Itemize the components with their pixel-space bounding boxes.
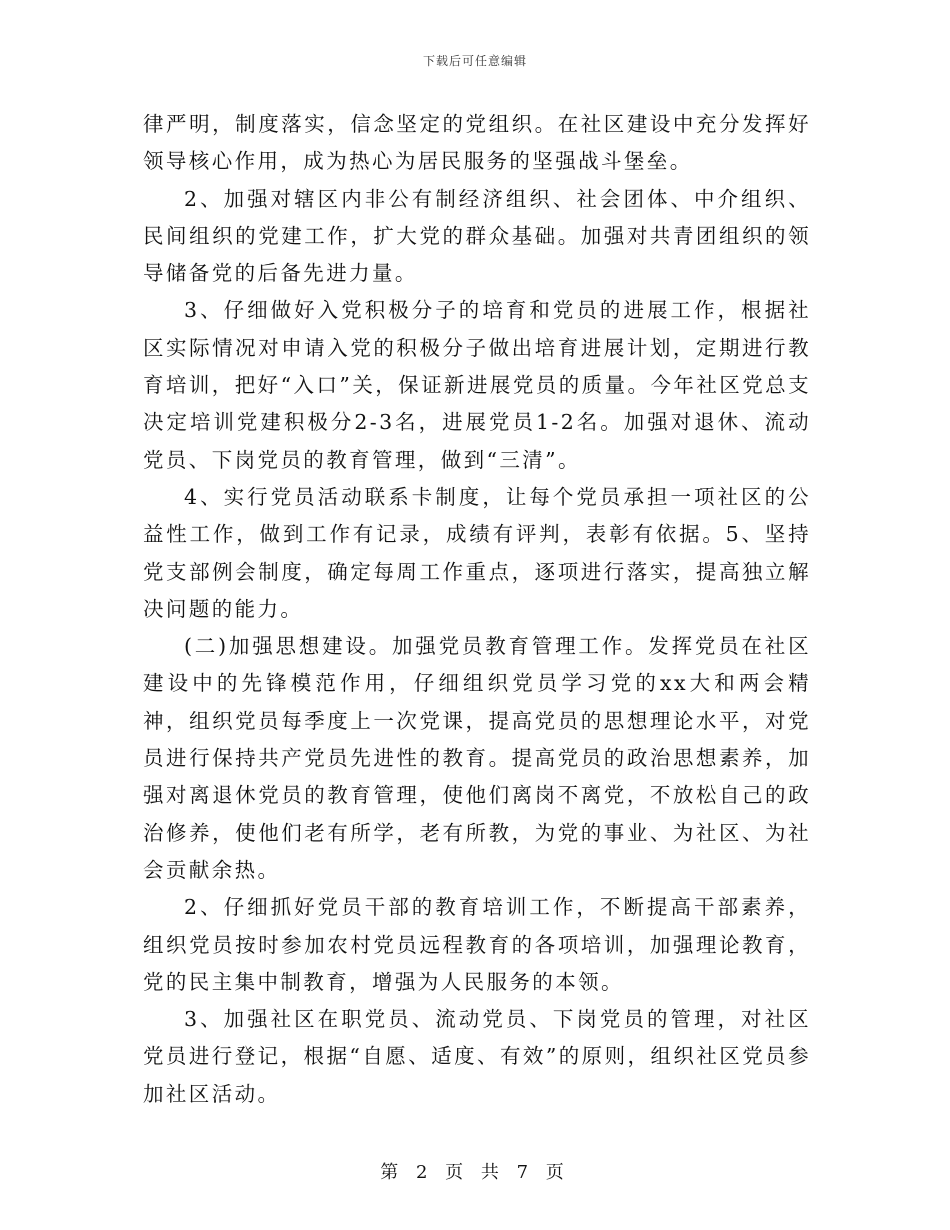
page-footer: 第 2 页 共 7 页 [380,1162,570,1183]
paragraph-3: 3、仔细做好入党积极分子的培育和党员的进展工作，根据社区实际情况对申请入党的积极分子做出培育进展计划，定期进行教育培训，把好“入口”关，保证新进展党员的质量。今年社区党总支决定培训党建积极分2-3名，进展党员1-2名。加强对退休、流动党员、下岗党员的教育管理，做到“三清”。 [143,298,811,472]
paragraph-4: 4、实行党员活动联系卡制度，让每个党员承担一项社区的公益性工作，做到工作有记录，成绩有评判，表彰有依据。5、坚持党支部例会制度，确定每周工作重点，逐项进行落实，提高独立解决问题的能力。 [143,484,811,621]
paragraph-6: 2、仔细抓好党员干部的教育培训工作，不断提高干部素养，组织党员按时参加农村党员远程教育的各项培训，加强理论教育，党的民主集中制教育，增强为人民服务的本领。 [143,895,811,994]
paragraph-7: 3、加强社区在职党员、流动党员、下岗党员的管理，对社区党员进行登记，根据“自愿、适度、有效”的原则，组织社区党员参加社区活动。 [143,1007,811,1106]
document-body [143,106,811,1113]
page-header: 下载后可任意编辑 [422,54,527,68]
paragraph-1: 律严明，制度落实，信念坚定的党组织。在社区建设中充分发挥好领导核心作用，成为热心为居民服务的坚强战斗堡垒。 [143,112,811,174]
paragraph-2: 2、加强对辖区内非公有制经济组织、社会团体、中介组织、民间组织的党建工作，扩大党的群众基础。加强对共青团组织的领导储备党的后备先进力量。 [143,186,811,286]
paragraph-5: (二)加强思想建设。加强党员教育管理工作。发挥党员在社区建设中的先锋模范作用，仔细组织党员学习党的xx大和两会精神，组织党员每季度上一次党课，提高党员的思想理论水平，对党员进行保持共产党员先进性的教育。提高党员的政治思想素养，加强对离退休党员的教育管理，使他们离岗不离党，不放松自己的政治修养，使他们老有所学，老有所教，为党的事业、为社区、为社会贡献余热。 [143,634,811,882]
